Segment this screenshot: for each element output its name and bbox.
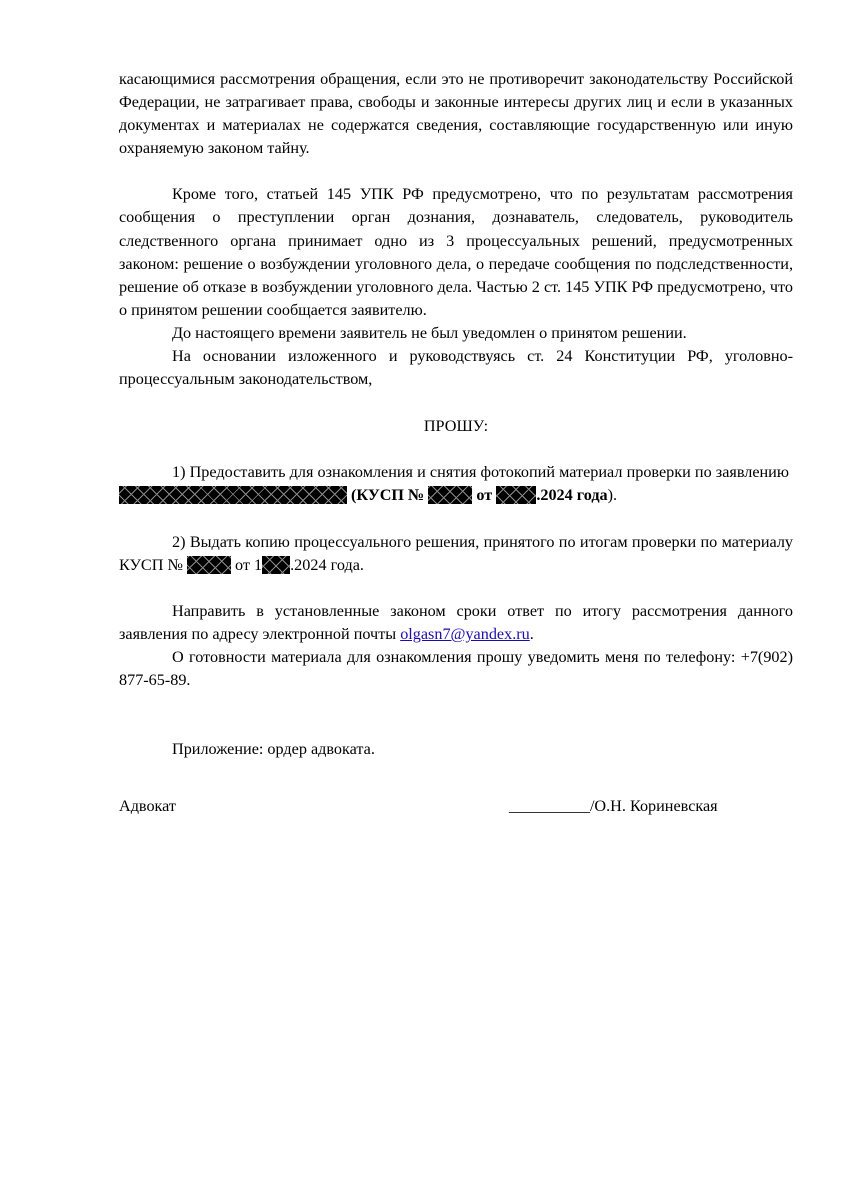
item2-text: 2) Выдать копию процессуального решения, принятого по итогам проверки по материалу КУСП № [119, 532, 793, 574]
item1-from-label: от [476, 486, 493, 505]
paragraph-phone: О готовности материала для ознакомления прошу уведомить меня по телефону: +7(902) 877-65-89. [119, 647, 793, 689]
redacted-applicant [119, 486, 347, 504]
item1-closing: ). [607, 486, 618, 505]
paragraph-basis: На основании изложенного и руководствуясь ст. 24 Конституции РФ, уголовно-процессуальным законодательством, [119, 347, 793, 389]
signature-row [119, 797, 793, 820]
response-end: . [529, 624, 534, 643]
item1-date-suffix: .2024 года [536, 486, 608, 505]
signature-role: Адвокат [119, 797, 177, 816]
redacted-date [496, 486, 536, 504]
paragraph-article-145: Кроме того, статьей 145 УПК РФ предусмотрено, что по результатам рассмотрения сообщения о преступлении орган дознания, дознаватель, следователь, руководитель следственного органа принимает одно из 3 процессуальных решений, предусмотренных законом: решение о возбуждении уголовного дела, о передаче сообщения по подследственности, решение об отказе в возбуждении уголовного дела. Частью 2 ст. 145 УПК РФ предусмотрено, что о принятом решении сообщается заявителю. [119, 185, 793, 319]
document-page [119, 68, 793, 820]
item1-text: 1) Предоставить для ознакомления и снятия фотокопий материал проверки по заявлению [172, 463, 789, 482]
request-item-1 [119, 461, 793, 507]
attachment-line: Приложение: ордер адвоката. [172, 740, 375, 759]
item2-date-suffix: .2024 года. [290, 555, 364, 574]
item2-from-label: от 1 [235, 555, 263, 574]
request-heading: ПРОШУ: [423, 417, 489, 436]
redacted-kusp-number-2 [187, 556, 231, 574]
signature-line: __________/О.Н. Кориневская [509, 797, 718, 816]
redacted-date-2 [262, 556, 290, 574]
email-link[interactable]: olgasn7@yandex.ru [400, 624, 530, 643]
paragraph-response [119, 600, 793, 646]
request-item-2 [119, 531, 793, 577]
item1-kusp-label: (КУСП № [351, 486, 425, 505]
redacted-kusp-number [428, 486, 472, 504]
response-text: Направить в установленные законом сроки ответ по итогу рассмотрения данного заявления по адресу электронной почты [119, 601, 793, 643]
paragraph-not-notified: До настоящего времени заявитель не был уведомлен о принятом решении. [172, 323, 687, 342]
paragraph-continuation: касающимися рассмотрения обращения, если это не противоречит законодательству Российской Федерации, не затрагивает права, свободы и законные интересы других лиц и если в указанных документах и материалах не содержатся сведения, составляющие государственную или иную охраняемую законом тайну. [119, 70, 793, 158]
